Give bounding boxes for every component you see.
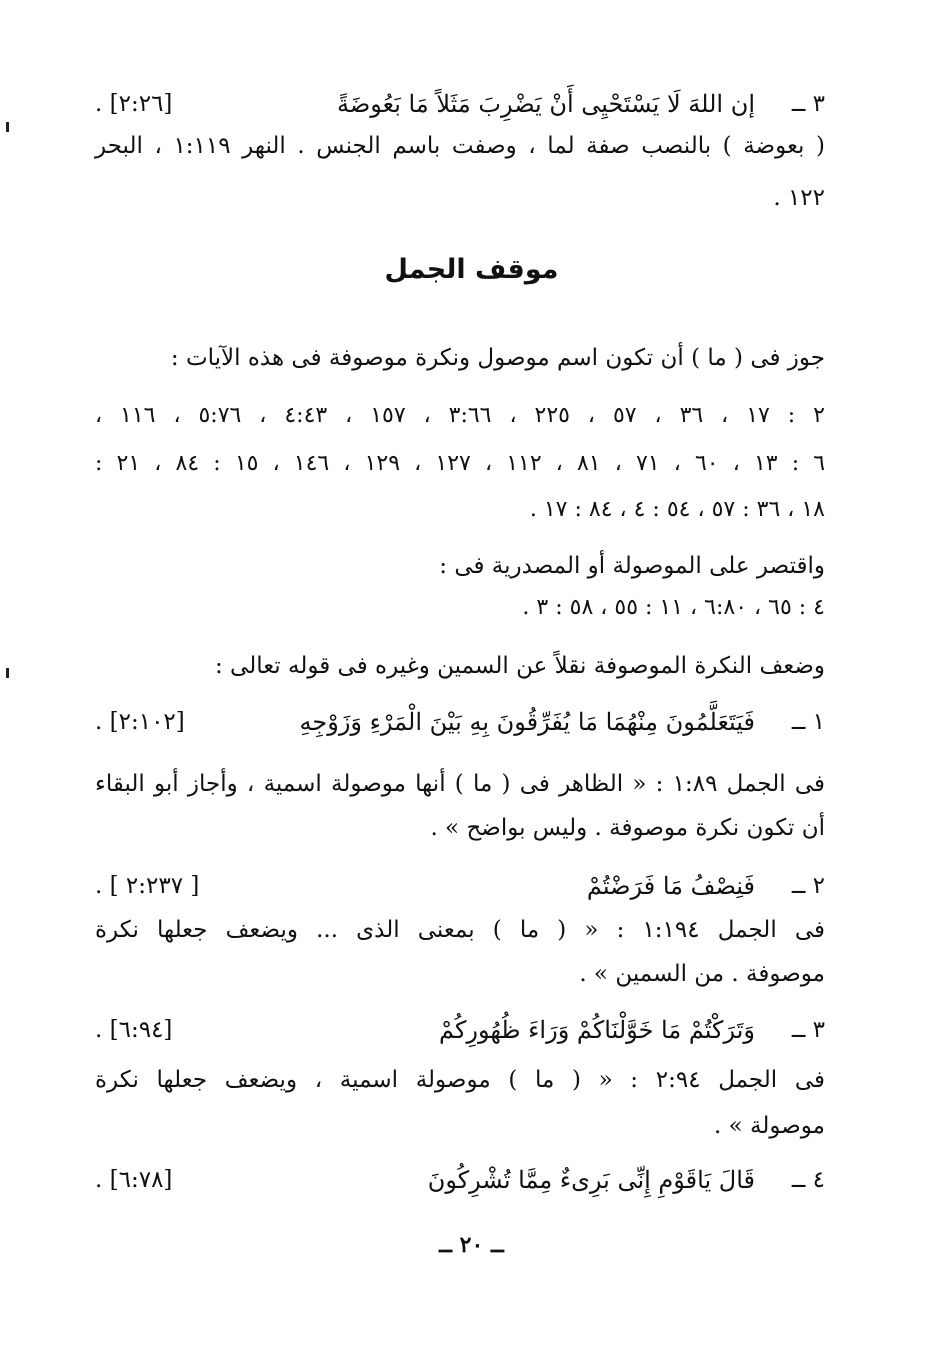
verse-numbers-line: ٤ : ٦٥ ، ٦:٨٠ ، ١١ : ٥٥ ، ٥٨ : ٣ . [522,595,825,620]
verse-numbers-line: ١٨ ، ٣٦ : ٥٧ ، ٥٤ : ٤ ، ٨٤ : ١٧ . [529,497,825,522]
ayah-verse: وَتَرَكْتُمْ مَا خَوَّلْنَاكُمْ وَرَاءَ ظُهُورِكُمْ [438,1016,755,1044]
text-line: فى الجمل ١:١٩٤ : « ( ما ) بمعنى الذى ... ويضعف جعلها نكرة [95,917,825,943]
verse-numbers-line: ٦ : ١٣ ، ٦٠ ، ٧١ ، ٨١ ، ١١٢ ، ١٢٧ ، ١٢٩ ، ١٤٦ ، ١٥ : ٨٤ ، ٢١ : [95,451,826,476]
ayah-line [95,702,825,742]
text-line: موصوفة . من السمين » . [579,961,825,987]
ayah-verse: إن اللهَ لَا يَسْتَحْيِى أَنْ يَضْرِبَ مَثَلاً مَا بَعُوضَةً [337,90,755,118]
text-line: واقتصر على الموصولة أو المصدرية فى : [439,553,825,579]
ayah-line [95,1160,825,1200]
scan-edge-mark [6,122,9,132]
ayah-reference: [٢:١٠٢] . [95,709,185,735]
text-line: وضعف النكرة الموصوفة نقلاً عن السمين وغيره فى قوله تعالى : [214,653,825,679]
page-number: ــ ٢٠ ــ [439,1232,504,1258]
text-line: ١٢٢ . [773,185,825,211]
ayah-number: ٣ ــ [791,91,825,117]
ayah-verse: فَيَتَعَلَّمُونَ مِنْهُمَا مَا يُفَرِّقُونَ بِهِ بَيْنَ الْمَرْءِ وَزَوْجِهِ [299,708,755,736]
text-line: فى الجمل ١:٨٩ : « الظاهر فى ( ما ) أنها موصولة اسمية ، وأجاز أبو البقاء [95,771,826,797]
ayah-reference: [ ٢:٢٣٧ ] . [95,873,200,899]
ayah-verse: فَنِصْفُ مَا فَرَضْتُمْ [586,872,755,900]
text-line: جوز فى ( ما ) أن تكون اسم موصول ونكرة موصوفة فى هذه الآيات : [170,345,825,371]
ayah-number: ٤ ــ [791,1167,825,1193]
verse-numbers-line: ٢ : ١٧ ، ٣٦ ، ٥٧ ، ٢٢٥ ، ٣:٦٦ ، ١٥٧ ، ٤:٤٣ ، ٥:٧٦ ، ١١٦ ، [95,403,825,428]
ayah-number: ٣ ــ [791,1017,825,1043]
text-line: موصولة » . [714,1113,825,1139]
text-line: فى الجمل ٢:٩٤ : « ( ما ) موصولة اسمية ، ويضعف جعلها نكرة [95,1067,825,1093]
text-line: أن تكون نكرة موصوفة . وليس بواضح » . [430,815,825,841]
ayah-number: ٢ ــ [791,873,825,899]
ayah-line [95,866,825,906]
ayah-reference: [٦:٧٨] . [95,1167,173,1193]
ayah-verse: قَالَ يَاقَوْمِ إِنِّى بَرِىءٌ مِمَّا تُشْرِكُونَ [427,1166,755,1194]
scan-edge-mark [6,668,9,678]
ayah-line [95,84,825,124]
ayah-number: ١ ــ [791,709,825,735]
text-line: ( بعوضة ) بالنصب صفة لما ، وصفت باسم الجنس . النهر ١:١١٩ ، البحر [95,133,825,159]
ayah-reference: [٦:٩٤] . [95,1017,173,1043]
section-heading: موقف الجمل [384,254,559,285]
ayah-reference: [٢:٢٦] . [95,91,173,117]
ayah-line [95,1010,825,1050]
